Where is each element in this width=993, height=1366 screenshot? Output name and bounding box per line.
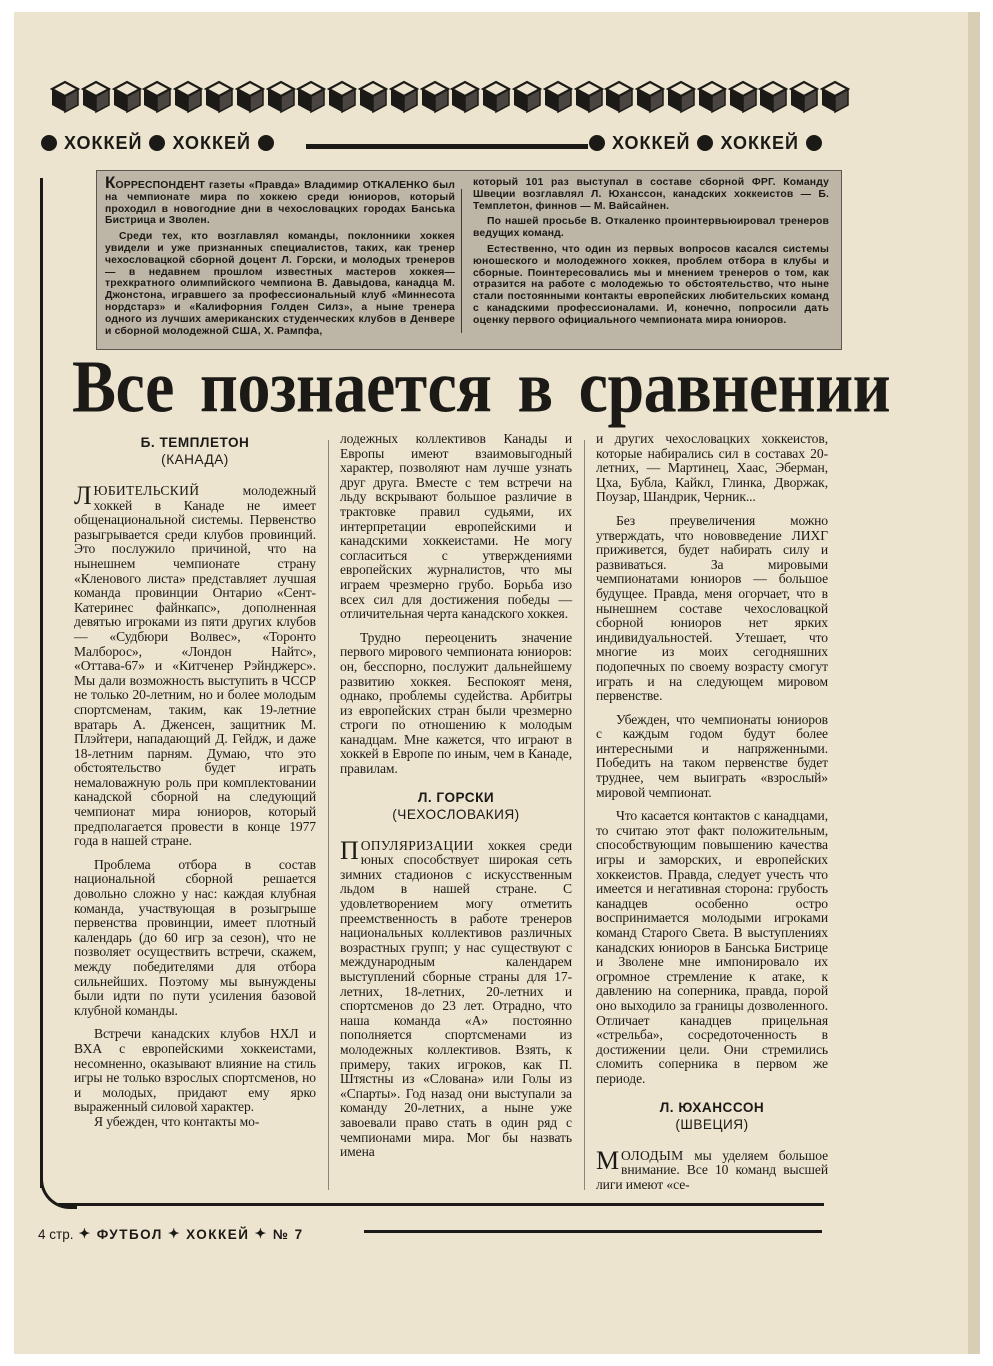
column-divider [584,440,585,1190]
cube-icon [604,80,634,114]
intro-paragraph: Среди тех, кто возглавлял команды, поклонники хоккея увидели и уже признанных специалистов, таких, как тренер чехословацкой сборной доцент Л. Горски, и молодых тренеров — в недавнем прошлом известных мастеров хоккея—трехкратного олимпийского чемпиона В. Давыдова, канадца М. Джонстона, игравшего за профессиональный клуб «Миннесота нордстарз» и «Калифорния Голден Силз», а ныне тренера одного из лучших американских студенческих клубов в Денвере и сборной молодежной США, Х. Рампфа, [105,231,455,337]
article-paragraph: Я убежден, что контакты мо- [94,1113,260,1129]
rubric-label: ХОККЕЙ [720,132,799,153]
cube-icon [697,80,727,114]
cube-icon [574,80,604,114]
cube-icon [235,80,265,114]
article-paragraph: и других чехословацких хоккеистов, которые набирались сил в составах 20-летних, — Мартинец, Хаас, Эберман, Цха, Бубла, Кайкл, Глинка, Дворжак, Поузар, Шандрик, Черник... [596,431,828,505]
bullet-dot-icon [258,135,274,151]
intro-paragraph: По нашей просьбе В. Откаленко проинтервьюировал тренеров ведущих команд. [473,216,829,240]
author-name: Л. ГОРСКИ [417,789,495,805]
cube-icon [481,80,511,114]
article-paragraph: Что касается контактов с канадцами, то считаю этот факт положительным, способствующим повышению качества игры и заморских, и европейских хоккеистов. Правда, следует учесть что имеется и негативная сторона: грубость канадцев особенно остро воспринимается молодыми игроками команд Старого Света. В выступлениях канадских юниоров в Банська Бистрице и Зволене мне импонировало их огромное стремление к атаке, к давлению на соперника, правда, порой оно выходило за границы дозволенного. Отличает канадцев прицельная «стрельба», сосредоточенность в достижении цели. Они стремились сломить соперника в первом же периоде. [596,808,828,1086]
bullet-dot-icon [41,135,57,151]
rubric-label: ХОККЕЙ [64,132,143,153]
cube-icon [728,80,758,114]
frame-rule-left [40,178,43,1188]
headline: Все познается в сравнении [72,346,891,429]
cube-icon [635,80,665,114]
article-paragraph: ПОПУЛЯРИЗАЦИИ хоккея среди юных способствует широкая сеть зимних стадионов с искусственным льдом в нашей стране. С удовлетворением могу отметить преемственность в работе тренеров национальных коллективов различных возрастных групп; у нас существуют с международным календарем выступлений сборные страны для 17-летних, 18-летних, 20-летних и спортсменов до 23 лет. Отрадно, что наша команда «А» постоянно пополняется спортсменами из молодежных коллективов. Взять, к примеру, таких игроков, как П. Штястны из «Слована» или Голы из «Спарты». Год назад они выступали за команду 20-летних, а ныне уже завоевали право стать в один ряд с чемпионами мира. Мог бы назвать имена [340,835,572,1160]
cube-icon [142,80,172,114]
article-paragraph: Без преувеличения можно утверждать, что нововведение ЛИХГ приживется, будет набирать силу и развиваться. За мировыми чемпионатами юниоров — большое будущее. Правда, меня огорчает, что в нынешнем составе чехословацкой сборной юниоров нет ярких индивидуальностей. Утешает, что многие из моих сегодняшних подопечных по своему возрасту смогут играть и на следующем мировом первенстве. [596,512,828,704]
drop-cap: М [596,1145,620,1175]
cube-icon [50,80,80,114]
byline-templeton [74,434,316,468]
cube-icon [512,80,542,114]
cube-icon [296,80,326,114]
intro-initial: К [105,173,116,192]
intro-paragraph: Естественно, что один из первых вопросов касался системы юношеского и молодежного хоккея, проблем отбора в клубы и сборные. Поинтересовались мы и мнением тренеров о том, как отразится на работе с молодежью то обстоятельство, что ныне стали постоянными контакты европейских любительских команд с канадскими профессионалами. И, конечно, попросили дать оценку первого официального чемпионата мира юниоров. [473,243,829,326]
intro-paragraph: КОРРЕСПОНДЕНТ газеты «Правда» Владимир ОТКАЛЕНКО был на чемпионате мира по хоккею среди юниоров, который проходил в новогодние дни в чехословацких городах Банська Бистрица и Зволен. [105,173,455,227]
cube-icon [204,80,234,114]
footer-paper-name: ХОККЕЙ [186,1226,250,1242]
page-number: 4 стр. [38,1226,74,1242]
bullet-dot-icon [697,135,713,151]
article-paragraph: ЛЮБИТЕЛЬСКИЙ молодежный хоккей в Канаде не имеет общенациональной системы. Первенство разыгрывается среди клубов провинций. Это послужило причиной, что на нынешнем чемпионате страну «Кленового листа» представляет лучшая команда провинции Онтарио «Сент-Катеринес файнкапс», дополненная девятью игроками из пяти других клубов — «Судбюри Волвес», «Торонто Малборос», «Лондон Найтс», «Оттава-67» и «Китченер Рэйнджерс». Мы дали возможность выступить в ЧССР не только 20-летним, но и более молодым спортсменам, таким, как 19-летние вратарь А. Дженсен, защитник М. Плэйтери, нападающий Д. Гейдж, и даже 18-летним парням. Думаю, что это обстоятельство будет играть немаловажную роль при комплектовании канадской сборной на следующий чемпионат мира юниоров, который предполагается провести в конце 1977 года в нашей стране. [74,481,316,849]
page-edge [968,12,980,1354]
rubric-right [582,130,829,156]
intro-paragraph: который 101 раз выступал в составе сборной ФРГ. Команду Швеции возглавлял Л. Юханссон, канадских хоккеистов — Б. Темплетон, финнов — М. Вайсайнен. [473,177,829,212]
article-paragraph: Трудно переоценить значение первого мирового чемпионата юниоров: он, бесспорно, послужит дальнейшему развитию хоккея. Беспокоят меня, однако, проблемы судейства. Арбитры из европейских стран были чрезмерно строги по отношению к молодым канадцам. Мне кажется, что играют в хоккей в Европе по иным, чем в Канаде, правилам. [340,629,572,777]
rubric-rule [306,144,588,149]
article-column-2 [340,432,572,1160]
footer-separator-icon: ✦ [78,1226,92,1241]
author-country: (ШВЕЦИЯ) [675,1116,749,1132]
intro-column-2 [473,177,829,331]
author-country: (КАНАДА) [161,452,229,467]
article-paragraph: Проблема отбора в состав национальной сборной решается довольно сложно у нас: каждая клубная команда, участвующая в розыгрыше первенства провинции, имеет плотный календарь (до 60 игр за сезон), что не позволяет осуществить встречи, скажем, между победителями для отбора сильнейших. Поэтому мы вынуждены были идти по пути усиления базовой клубной команды. [74,856,316,1018]
rubric-label: ХОККЕЙ [172,132,251,153]
cube-icon [81,80,111,114]
cube-icon [112,80,142,114]
footer-rule [364,1230,822,1233]
author-country: (ЧЕХОСЛОВАКИЯ) [392,806,520,822]
cube-ornament-row [50,80,850,122]
cube-icon [543,80,573,114]
cube-icon [173,80,203,114]
article-column-1 [74,432,316,1130]
footer-separator-icon: ✦ [168,1226,181,1241]
author-name: Б. ТЕМПЛЕТОН [140,435,250,450]
footer-separator-icon: ✦ [254,1226,268,1241]
article-paragraph: Встречи канадских клубов НХЛ и ВХА с европейскими хоккеистами, несомненно, оказывают влияние на стиль игры не только взрослых спортсменов, но и молодых, придают ему ярко выраженный силовой характер. [74,1026,316,1115]
drop-cap: П [340,835,359,865]
column-divider [328,440,329,1190]
newspaper-page [14,12,980,1354]
article-paragraph: лодежных коллективов Канады и Европы имеют взаимовыгодный характер, позволяют нам лучше узнать друг друга. Вместе с тем встречи на льду вскрывают большое различие в трактовке правил судьями, их интерпретации европейскими и канадскими хоккеистами. Не могу согласиться с утверждениями европейских журналистов, что мы играем чрезмерно грубо. Борьба изо всех сил для достижения победы — отличительная черта канадского хоккея. [340,431,572,622]
cube-icon [666,80,696,114]
page-footer [38,1224,304,1244]
article-paragraph: МОЛОДЫМ мы уделяем большое внимание. Все 10 команд высшей лиги имеют «се- [596,1145,828,1192]
cube-icon [327,80,357,114]
frame-rule-bottom [58,1203,824,1206]
rubric-label: ХОККЕЙ [612,132,691,153]
article-paragraph: Убежден, что чемпионаты юниоров с каждым годом будут более интересными и напряженными. Победить на таком первенстве будет труднее, чем выиграть «взрослый» мировой чемпионат. [596,711,828,800]
byline-johansson [596,1099,828,1133]
byline-gorski [340,789,572,823]
issue-number: № 7 [272,1226,304,1242]
cube-icon [820,80,850,114]
drop-cap: Л [74,481,92,510]
cube-icon [450,80,480,114]
cube-icon [266,80,296,114]
cube-icon [758,80,788,114]
rubric-left [34,130,281,156]
author-name: Л. ЮХАНССОН [659,1099,765,1115]
intro-box [96,170,842,350]
bullet-dot-icon [149,135,165,151]
bullet-dot-icon [589,135,605,151]
cube-icon [389,80,419,114]
cube-icon [789,80,819,114]
intro-column-1 [105,173,455,341]
bullet-dot-icon [806,135,822,151]
article-column-3 [596,432,828,1192]
intro-divider [461,189,462,333]
cube-icon [420,80,450,114]
footer-paper-name: ФУТБОЛ [96,1226,163,1242]
cube-icon [358,80,388,114]
